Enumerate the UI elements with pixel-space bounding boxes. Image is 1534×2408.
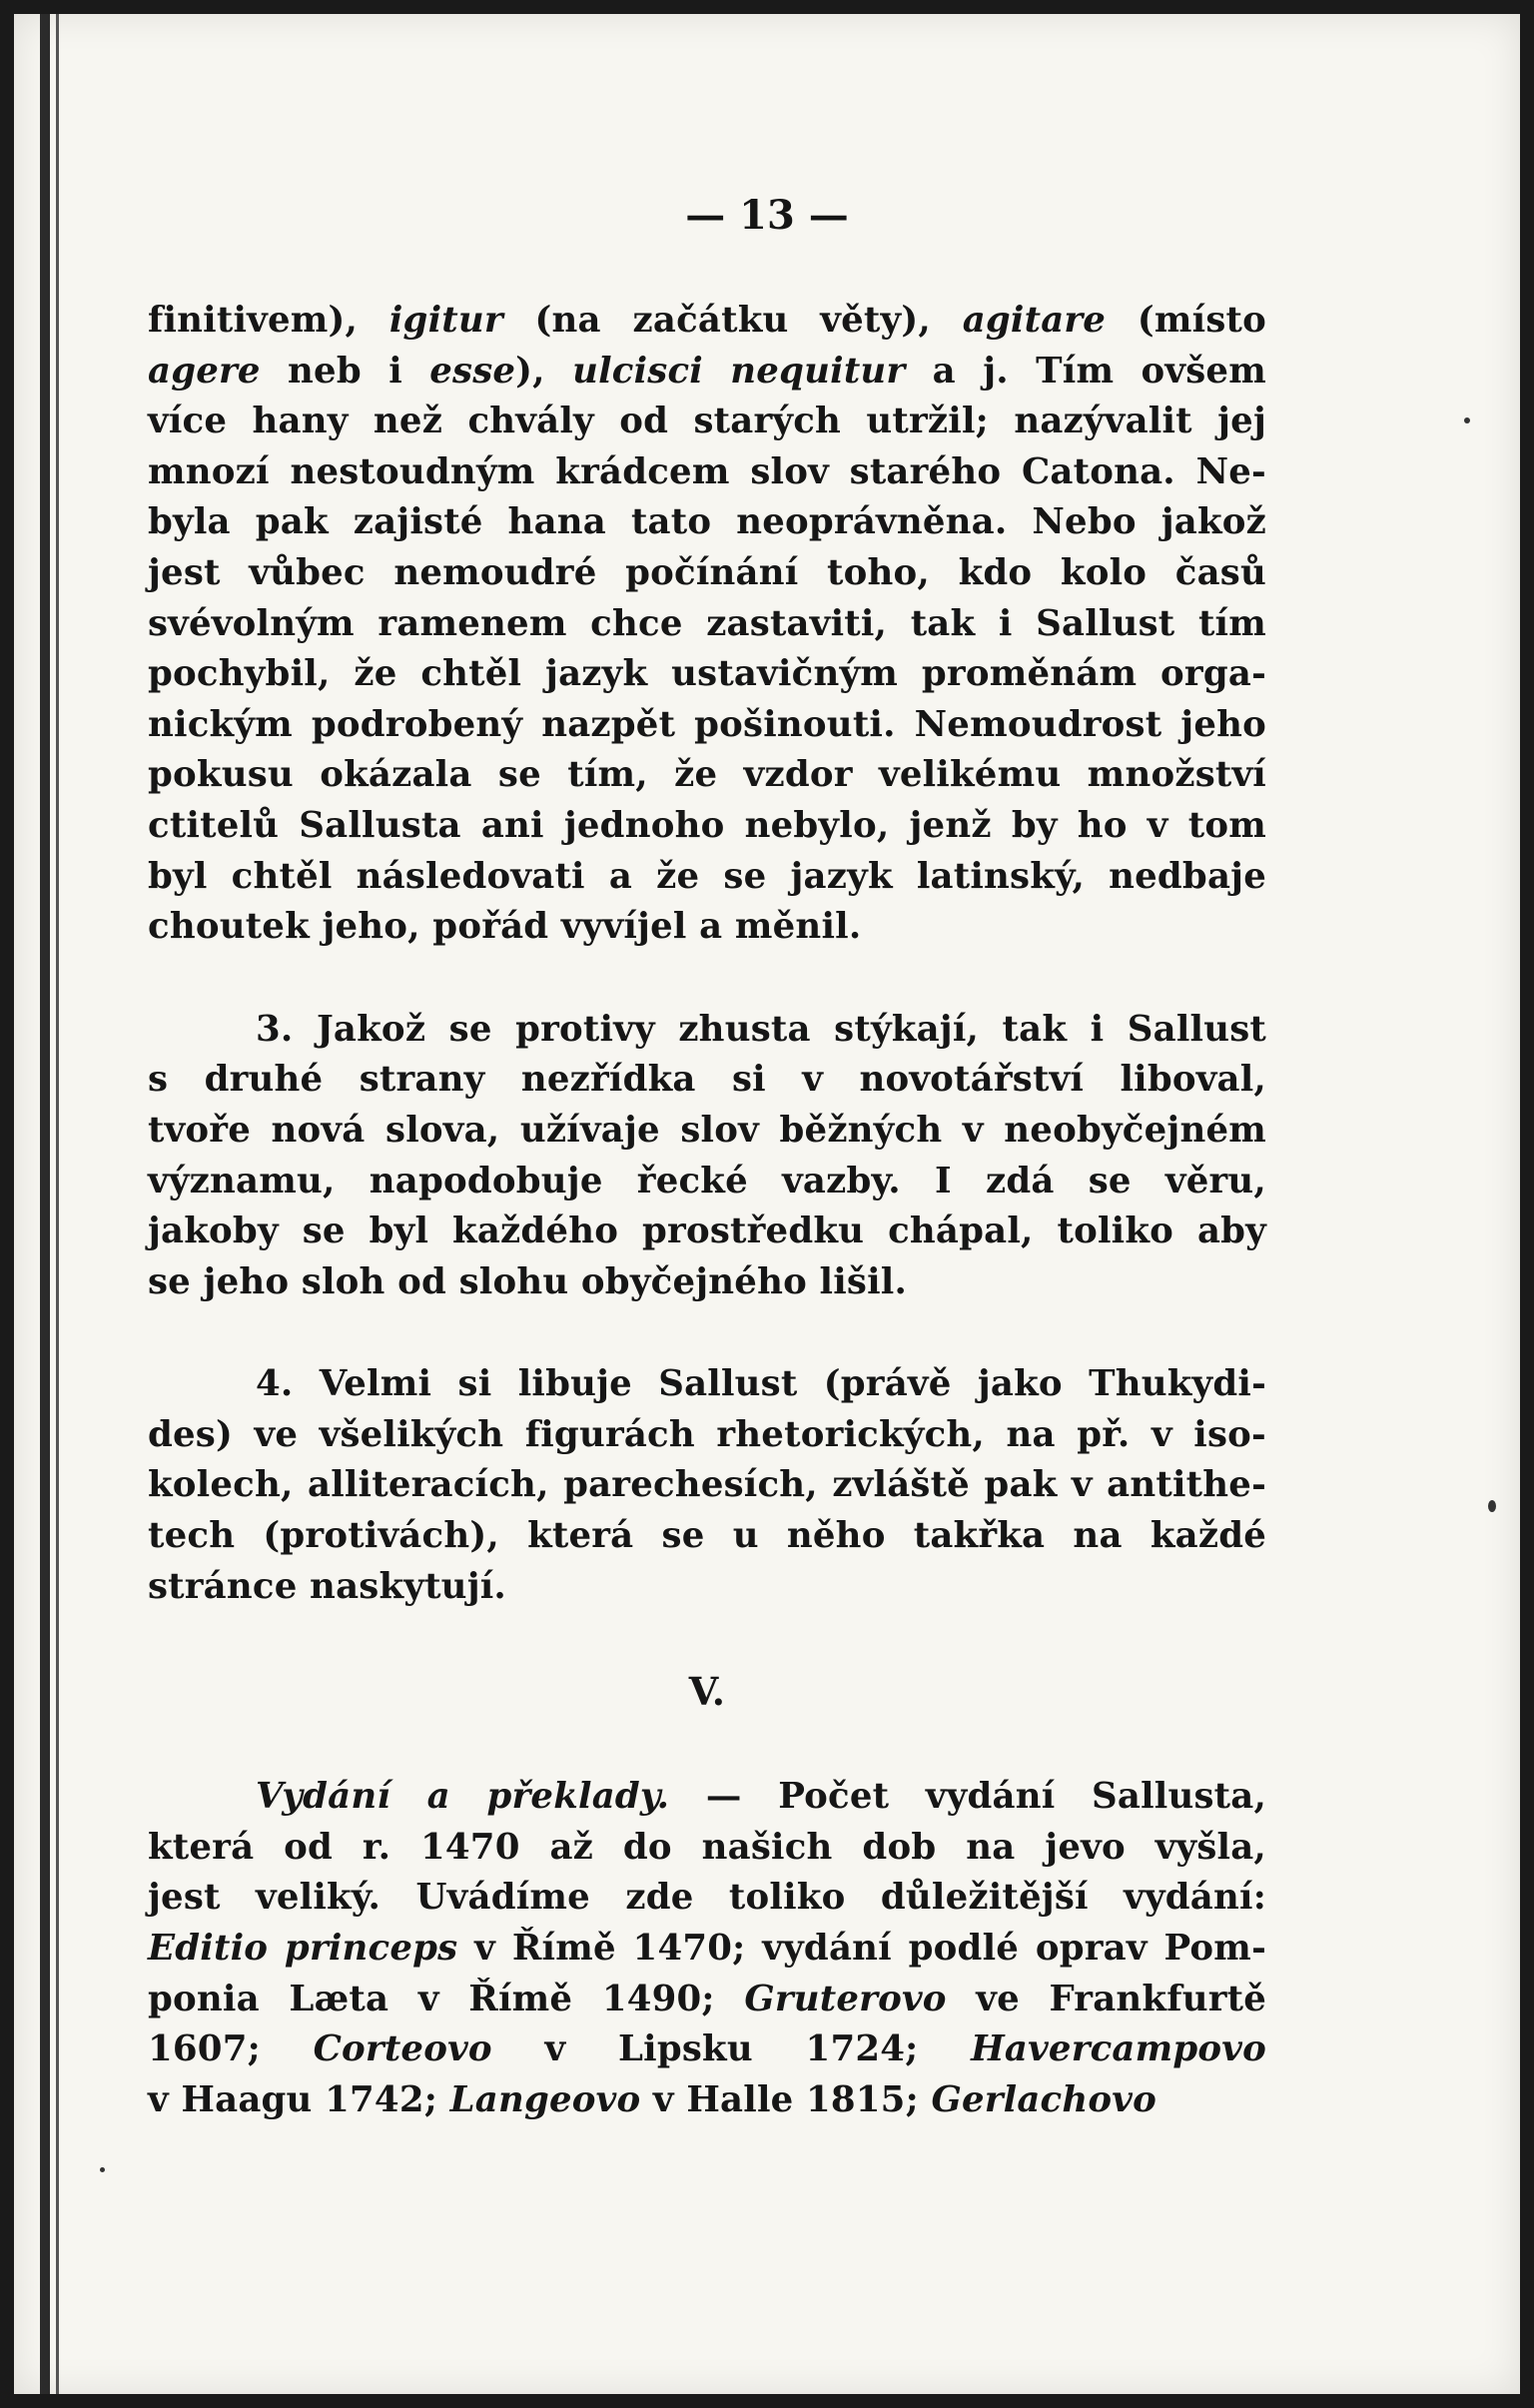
page-number: — 13 — (685, 192, 849, 239)
binding-edge-inner (56, 14, 59, 2394)
italic-term: agitare (962, 300, 1107, 341)
text-line: významu, napodobuje řecké vazby. I zdá se věru, (148, 1160, 1266, 1202)
text-line: která od r. 1470 až do našich dob na jevo vyšla, (148, 1826, 1266, 1868)
italic-term: esse (429, 350, 516, 392)
text-line: byl chtěl následovati a že se jazyk latinský, nedbaje (148, 855, 1266, 897)
text-line: ctitelů Sallusta ani jednoho nebylo, jenž by ho v tom (148, 804, 1266, 846)
italic-term: Langeovo (449, 2078, 641, 2120)
book-page (14, 14, 1520, 2394)
italic-term: Gerlachovo (931, 2078, 1156, 2120)
paragraph-editions (148, 1772, 1266, 2125)
text-line: pokusu okázala se tím, že vzdor velikému množství (148, 754, 1266, 796)
text-line: agere neb i esse), ulcisci nequitur a j. Tím ovšem (148, 350, 1266, 392)
text-line: jest vůbec nemoudré počínání toho, kdo kolo časů (148, 551, 1266, 593)
italic-term: Gruterovo (744, 1978, 947, 2019)
italic-term: Editio princeps (148, 1928, 458, 1970)
italic-term: Havercampovo (971, 2028, 1266, 2070)
text-line: byla pak zajisté hana tato neoprávněna. Nebo jakož (148, 501, 1266, 543)
binding-edge (40, 14, 50, 2394)
section-heading-v: V. (688, 1669, 726, 1715)
text-line: 3. Jakož se protivy zhusta stýkají, tak i Sallust (256, 1008, 1266, 1050)
text-line: 4. Velmi si libuje Sallust (právě jako Thukydi- (256, 1363, 1266, 1405)
paragraph-continuation (148, 296, 1266, 953)
text-line: Editio princeps v Římě 1470; vydání podlé oprav Pom- (148, 1928, 1267, 1970)
text-line: choutek jeho, pořád vyvíjel a měnil. (148, 906, 862, 948)
text-line: tech (protivách), která se u něho takřka na každé (148, 1515, 1266, 1557)
paper-speck (100, 2167, 105, 2172)
italic-term: Corteovo (313, 2028, 492, 2070)
text-line: se jeho sloh od slohu obyčejného lišil. (148, 1260, 908, 1302)
text-line: pochybil, že chtěl jazyk ustavičným proměnám orga- (148, 653, 1266, 695)
text-line: s druhé strany nezřídka si v novotářství liboval, (148, 1059, 1266, 1101)
text-line: více hany než chvály od starých utržil; nazývalit jej (148, 401, 1266, 442)
text-line: finitivem), igitur (na začátku věty), agitare (místo (148, 300, 1266, 341)
paper-speck (1464, 417, 1470, 423)
italic-term: igitur (388, 300, 503, 341)
text-line: jakoby se byl každého prostředku chápal, toliko aby (148, 1210, 1266, 1252)
paper-speck (1488, 1500, 1496, 1512)
text-line: tvoře nová slova, užívaje slov běžných v neobyčejném (148, 1109, 1266, 1151)
paragraph-4 (148, 1359, 1266, 1612)
text-line: ponia Læta v Římě 1490; Gruterovo ve Frankfurtě (148, 1978, 1266, 2019)
text-line: des) ve všelikých figurách rhetorických, na př. v iso- (148, 1413, 1266, 1455)
italic-term: Vydání a překlady. (256, 1776, 670, 1818)
text-line: jest veliký. Uvádíme zde toliko důležitější vydání: (148, 1877, 1266, 1919)
text-line: v Haagu 1742; Langeovo v Halle 1815; Gerlachovo (148, 2078, 1156, 2120)
text-line: kolech, alliteracích, parechesích, zvláště pak v antithe- (148, 1464, 1266, 1506)
text-line: 1607; Corteovo v Lipsku 1724; Havercampovo (148, 2028, 1266, 2070)
text-line: Vydání a překlady. — Počet vydání Sallusta, (256, 1776, 1267, 1818)
text-line: stránce naskytují. (148, 1565, 506, 1607)
paragraph-3 (148, 1005, 1266, 1308)
text-line: nickým podrobený nazpět pošinouti. Nemoudrost jeho (148, 703, 1266, 745)
italic-term: ulcisci nequitur (572, 350, 906, 392)
italic-term: agere (148, 350, 261, 392)
body-text (148, 296, 1266, 2125)
text-line: mnozí nestoudným krádcem slov starého Catona. Ne- (148, 450, 1266, 492)
text-line: svévolným ramenem chce zastaviti, tak i Sallust tím (148, 602, 1266, 644)
